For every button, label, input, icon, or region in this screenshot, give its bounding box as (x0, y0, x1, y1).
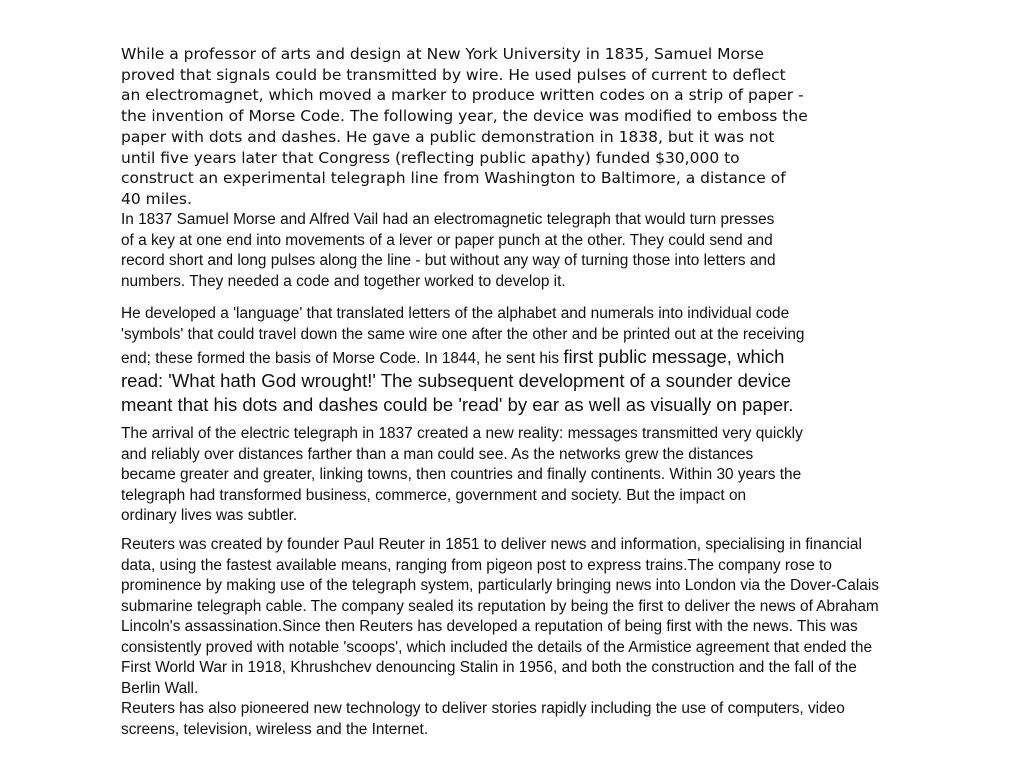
text-line: proved that signals could be transmitted by wire. He used pulses of current to deflect (121, 65, 786, 84)
text-line: paper with dots and dashes. He gave a public demonstration in 1838, but it was not (121, 127, 775, 146)
paragraph-telegraph-impact (121, 424, 803, 527)
text-run-large: first public message, which (563, 346, 785, 367)
text-line: until five years later that Congress (reflecting public apathy) funded $30,000 to (121, 148, 740, 167)
text-line: prominence by making use of the telegraph system, particularly bringing news into London via the Dover-Calais (121, 577, 879, 594)
text-line: record short and long pulses along the line - but without any way of turning those into letters and (121, 252, 776, 269)
text-line-large: read: 'What hath God wrought!' The subsequent development of a sounder device (121, 370, 792, 391)
paragraph-morse-vail (121, 210, 776, 292)
text-line: The arrival of the electric telegraph in 1837 created a new reality: messages transmitted very quickly (121, 425, 803, 442)
paragraph-morse-1835 (121, 44, 808, 210)
text-line: Reuters was created by founder Paul Reuter in 1851 to deliver news and information, specialising in financial (121, 536, 862, 553)
text-line: consistently proved with notable 'scoops', which included the details of the Armistice agreement that ended the (121, 638, 873, 656)
text-line: submarine telegraph cable. The company sealed its reputation by being the first to deliver the news of Abraham (121, 597, 879, 615)
text-line-mixed (121, 345, 804, 369)
text-line: an electromagnet, which moved a marker to produce written codes on a strip of paper - (121, 86, 804, 105)
text-line: data, using the fastest available means, ranging from pigeon post to express trains.The company rose to (121, 556, 832, 574)
text-line: ordinary lives was subtler. (121, 507, 298, 524)
text-line: He developed a 'language' that translated letters of the alphabet and numerals into individual code (121, 305, 790, 322)
text-line: became greater and greater, linking towns, then countries and finally continents. Within 30 years the (121, 466, 802, 483)
text-line: While a professor of arts and design at New York University in 1835, Samuel Morse (121, 45, 764, 63)
text-line: of a key at one end into movements of a lever or paper punch at the other. They could send and (121, 231, 773, 249)
text-line: construct an experimental telegraph line from Washington to Baltimore, a distance of (121, 169, 786, 188)
text-line: screens, television, wireless and the Internet. (121, 720, 429, 738)
paragraph-reuters (121, 535, 879, 740)
text-line: telegraph had transformed business, commerce, government and society. But the impact on (121, 486, 747, 504)
text-line: 'symbols' that could travel down the same wire one after the other and be printed out at the receiving (121, 326, 805, 343)
paragraph-morse-language (121, 303, 804, 417)
text-line-large: meant that his dots and dashes could be 'read' by ear as well as visually on paper. (121, 394, 794, 415)
text-run-small: end; these formed the basis of Morse Code. In 1844, he sent his (121, 350, 564, 367)
text-line: Lincoln's assassination.Since then Reuters has developed a reputation of being first with the news. This was (121, 618, 858, 635)
text-line: In 1837 Samuel Morse and Alfred Vail had an electromagnetic telegraph that would turn presses (121, 211, 775, 228)
text-line: Reuters has also pioneered new technology to deliver stories rapidly including the use of computers, video (121, 700, 845, 717)
text-line: Berlin Wall. (121, 679, 199, 697)
text-line: and reliably over distances farther than a man could see. As the networks grew the distances (121, 445, 754, 463)
text-line: numbers. They needed a code and together worked to develop it. (121, 272, 566, 290)
text-line: First World War in 1918, Khrushchev denouncing Stalin in 1956, and both the construction and the fall of the (121, 659, 857, 676)
text-line: 40 miles. (121, 189, 192, 208)
text-line: the invention of Morse Code. The following year, the device was modified to emboss the (121, 107, 808, 126)
